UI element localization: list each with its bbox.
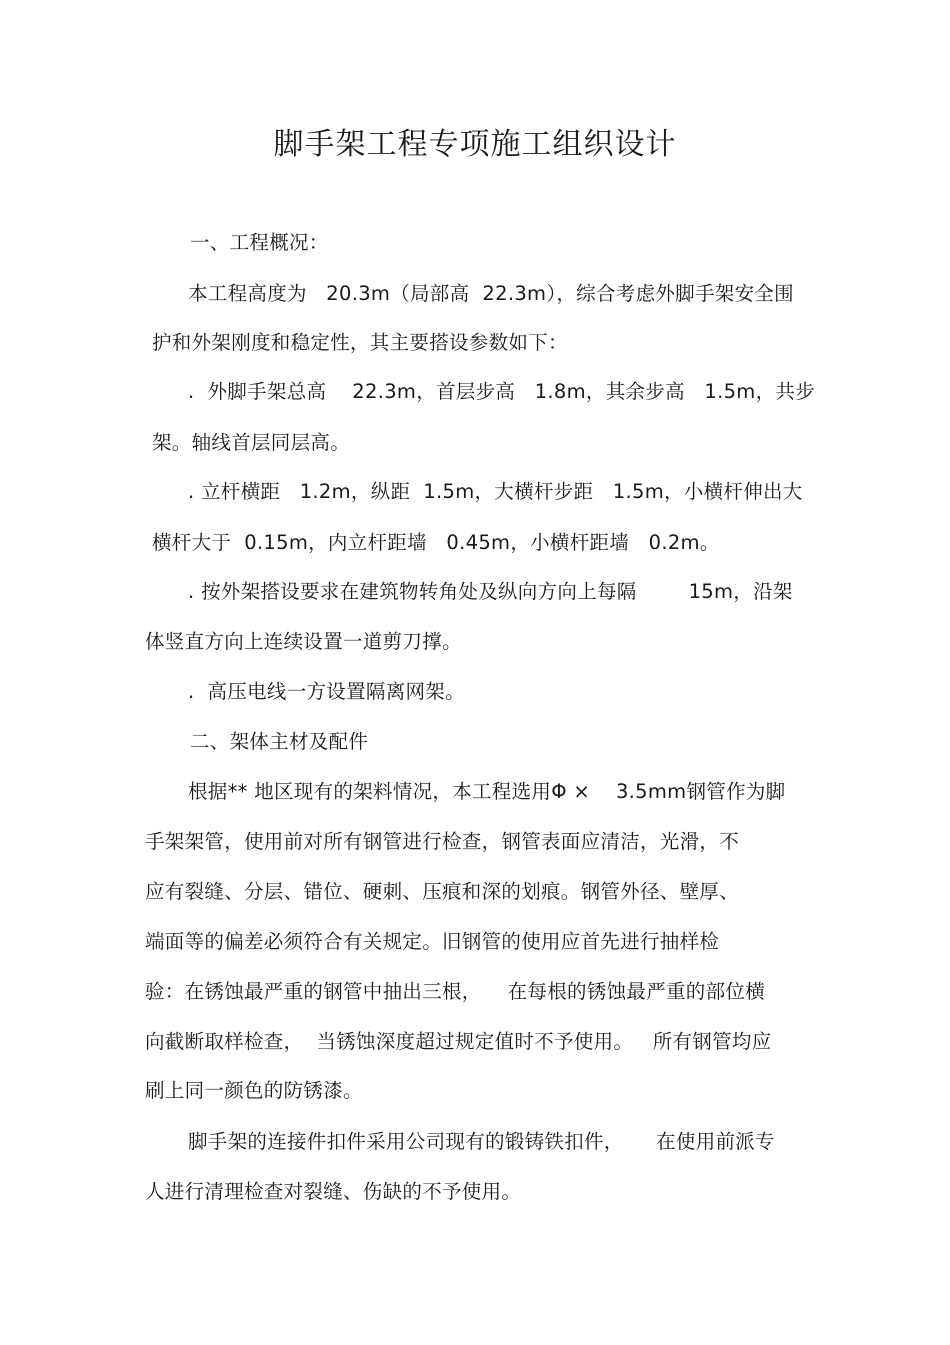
paragraph-line: 向截断取样检查， 当锈蚀深度超过规定值时不予使用。 所有钢管均应 — [145, 1030, 772, 1053]
section-heading-2: 二、架体主材及配件 — [190, 730, 369, 753]
paragraph-line: . 立杆横距 1.2m，纵距 1.5m，大横杆步距 1.5m，小横杆伸出大 — [188, 480, 803, 503]
paragraph-line: 应有裂缝、分层、错位、硬刺、压痕和深的划痕。钢管外径、壁厚、 — [145, 880, 740, 903]
paragraph-line: 脚手架的连接件扣件采用公司现有的锻铸铁扣件， 在使用前派专 — [188, 1130, 775, 1153]
paragraph-line: 人进行清理检查对裂缝、伤缺的不予使用。 — [145, 1180, 522, 1203]
paragraph-line: 护和外架刚度和稳定性，其主要搭设参数如下： — [152, 331, 568, 354]
paragraph-line: 根据** 地区现有的架料情况，本工程选用Φ × 3.5mm钢管作为脚 — [188, 780, 786, 803]
paragraph-line: 横杆大于 0.15m，内立杆距墙 0.45m，小横杆距墙 0.2m。 — [152, 531, 720, 554]
paragraph-line: 刷上同一颜色的防锈漆。 — [145, 1079, 363, 1102]
paragraph-line: 架。轴线首层同层高。 — [152, 431, 351, 454]
paragraph-line: 本工程高度为 20.3m（局部高 22.3m），综合考虑外脚手架安全围 — [188, 282, 794, 305]
paragraph-line: . 高压电线一方设置隔离网架。 — [188, 680, 465, 703]
paragraph-line: . 按外架搭设要求在建筑物转角处及纵向方向上每隔 15m，沿架 — [188, 580, 793, 603]
paragraph-line: 手架架管，使用前对所有钢管进行检查，钢管表面应清洁，光滑，不 — [145, 830, 740, 853]
document-title: 脚手架工程专项施工组织设计 — [273, 127, 677, 162]
section-heading-1: 一、工程概况： — [190, 231, 329, 254]
paragraph-line: . 外脚手架总高 22.3m，首层步高 1.8m，其余步高 1.5m，共步 — [188, 380, 816, 403]
paragraph-line: 验：在锈蚀最严重的钢管中抽出三根， 在每根的锈蚀最严重的部位横 — [145, 980, 765, 1003]
paragraph-line: 端面等的偏差必须符合有关规定。旧钢管的使用应首先进行抽样检 — [145, 930, 720, 953]
paragraph-line: 体竖直方向上连续设置一道剪刀撑。 — [145, 630, 462, 653]
